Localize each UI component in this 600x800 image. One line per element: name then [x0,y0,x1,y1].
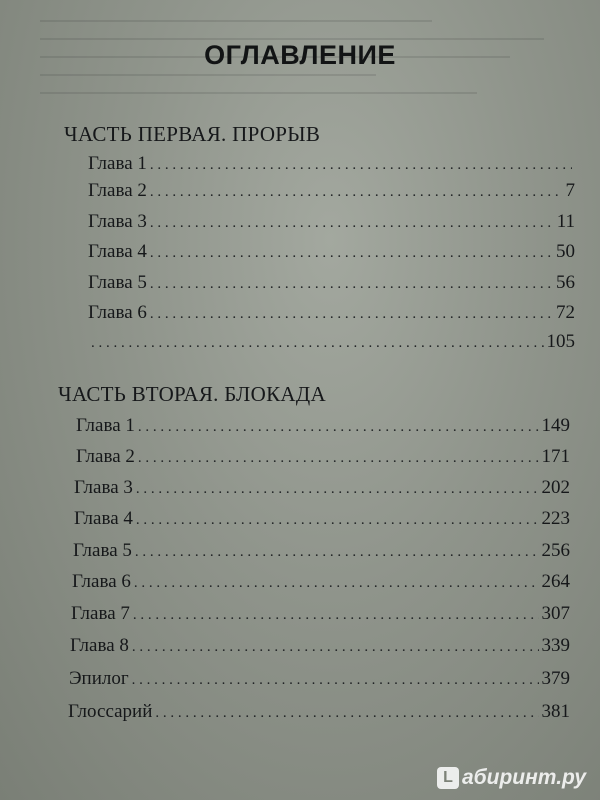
entry-label: Глава 8 [70,635,129,656]
entry-label: Глава 4 [74,508,133,529]
dot-leader [132,672,539,689]
entry-label: Глава 6 [72,571,131,592]
labirint-watermark [437,766,586,790]
toc-entry [74,477,570,499]
entry-label: Глава 1 [88,153,147,174]
toc-entry [73,540,570,562]
dot-leader [150,215,554,232]
entry-label: Эпилог [69,668,129,689]
entry-page: 256 [541,540,570,561]
entry-page: 307 [541,603,570,624]
dot-leader [150,245,553,262]
entry-page: 264 [541,571,570,592]
entry-page: 7 [565,180,575,201]
entry-page: 105 [546,331,575,352]
dot-leader [91,335,544,352]
entry-label: Глоссарий [68,701,153,722]
dot-leader [150,306,553,323]
entry-label: Глава 3 [88,211,147,232]
entry-label: Глава 6 [88,302,147,323]
entry-page: 379 [541,668,570,689]
page-title: ОГЛАВЛЕНИЕ [204,40,396,70]
entry-label: Глава 3 [74,477,133,498]
toc-entry [72,571,570,593]
toc-entry [74,508,570,530]
entry-label: Глава 5 [73,540,132,561]
entry-page: 202 [541,477,570,498]
entry-label: Глава 4 [88,241,147,262]
toc-entry [71,603,570,625]
toc-entry [68,701,570,723]
entry-label: Глава 5 [88,272,147,293]
toc-entry [88,180,575,202]
entry-label: Глава 2 [76,446,135,467]
entry-page: 223 [541,508,570,529]
entry-page: 56 [556,272,575,293]
labirint-logo-icon: L [437,767,459,789]
dot-leader [134,575,539,592]
entry-page: 149 [541,415,570,436]
part-one [64,122,584,147]
entry-label: Глава 2 [88,180,147,201]
toc-entry [88,302,575,324]
toc-entry [88,241,575,263]
entry-page: 50 [556,241,575,262]
watermark-text: абиринт.ру [461,766,586,789]
dot-leader [150,276,553,293]
entry-label: Глава 1 [76,415,135,436]
dot-leader [150,157,572,174]
dot-leader [150,184,563,201]
toc-entry [88,153,575,175]
toc-entry [76,415,570,437]
entry-page: 171 [541,446,570,467]
entry-page: 72 [556,302,575,323]
dot-leader [136,512,539,529]
toc-entry [76,446,570,468]
dot-leader [155,705,538,722]
part-two [58,382,578,407]
toc-entry [88,211,575,233]
entry-page: 11 [556,211,575,232]
dot-leader [132,639,539,656]
entry-page: 381 [541,701,570,722]
dot-leader [133,607,539,624]
dot-leader [138,419,539,436]
part-heading: ЧАСТЬ ВТОРАЯ. БЛОКАДА [58,382,326,406]
toc-entry [69,668,570,690]
toc-entry [70,635,570,657]
part-heading: ЧАСТЬ ПЕРВАЯ. ПРОРЫВ [64,122,321,146]
toc-entry [88,272,575,294]
dot-leader [135,544,539,561]
entry-page: 339 [541,635,570,656]
entry-label: Глава 7 [71,603,130,624]
toc-entry [88,331,575,353]
dot-leader [136,481,539,498]
dot-leader [138,450,539,467]
